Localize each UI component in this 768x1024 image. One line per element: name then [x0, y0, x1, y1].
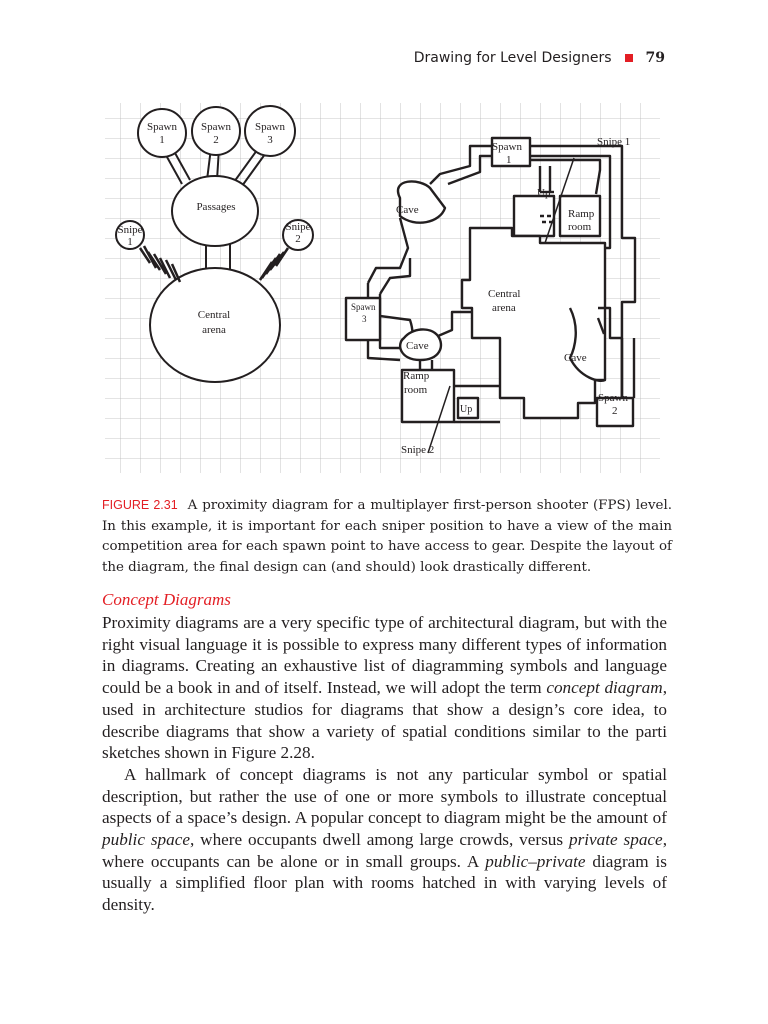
left-spawn1-label: Spawn	[147, 121, 177, 133]
left-snipe2-label: Snipe	[285, 221, 311, 233]
right-up-top-label: Up	[537, 187, 551, 199]
right-spawn3-num: 3	[362, 314, 367, 324]
p2-text-b: , where occupants dwell among large crowds, versus	[189, 830, 569, 850]
right-snipe2-label: Snipe 2	[401, 444, 435, 456]
right-central-label: Central	[488, 288, 521, 300]
left-spawn2-num: 2	[213, 134, 219, 146]
page-number: 79	[645, 50, 665, 66]
left-central-label: Central	[197, 309, 231, 321]
running-title: Drawing for Level Designers	[413, 50, 612, 66]
left-arena-label: arena	[202, 324, 226, 336]
right-arena-label: arena	[492, 302, 516, 314]
p2-emphasis-public: public space	[102, 830, 190, 850]
running-header	[414, 50, 665, 66]
body-text	[102, 612, 667, 916]
right-room-bottom-label: room	[404, 384, 428, 396]
left-spawn1-num: 1	[159, 134, 165, 146]
right-ramp-top-label: Ramp	[568, 208, 595, 220]
header-square-icon	[625, 54, 633, 62]
left-snipe2-num: 2	[295, 233, 301, 245]
left-spawn3-num: 3	[267, 134, 273, 146]
figure-label: FIGURE 2.31	[102, 498, 178, 512]
p2-emphasis-private: private space	[568, 830, 663, 850]
left-passages-label: Passages	[196, 201, 236, 213]
right-spawn1-label: Spawn	[492, 141, 522, 153]
p2-emphasis-public-private: public–private	[485, 851, 586, 871]
right-up-bottom-label: Up	[460, 404, 473, 415]
figure-caption	[102, 495, 672, 578]
p1-text-a: Proximity diagrams are a very specific type of architectural diagram, but with the right visual language it is possible to express many different types of information in diagrams. Creating an exhaustive list of diagramming symbols and language could be a book in and of itself. Instead, we will adopt the term	[102, 613, 667, 698]
figure-drawing	[100, 98, 665, 480]
left-snipe1-label: Snipe	[117, 224, 143, 236]
right-cave-mid-label: Cave	[406, 340, 429, 352]
p2-text-c: , where occupants can be alone or in small groups. A	[102, 830, 667, 871]
proximity-diagram-figure	[100, 98, 665, 480]
right-spawn2-num: 2	[612, 405, 618, 417]
right-cave-top-label: Cave	[396, 204, 419, 216]
left-spawn3-label: Spawn	[255, 121, 285, 133]
right-spawn3-label: Spawn	[351, 302, 376, 312]
p1-emphasis: concept diagram	[546, 678, 663, 698]
paragraph-1	[102, 612, 667, 764]
right-room-top-label: room	[568, 221, 592, 233]
right-cave-right-label: Cave	[564, 352, 587, 364]
section-title: Concept Diagrams	[102, 590, 231, 609]
left-spawn2-label: Spawn	[201, 121, 231, 133]
left-spawn-1-bubble	[138, 109, 186, 157]
right-ramp-bottom-label: Ramp	[403, 370, 430, 382]
caption-text: A proximity diagram for a multiplayer first-person shooter (FPS) level. In this example, it is important for each sniper position to have a view of the main competition area for each spawn point to have access to gear. Despite the layout of the diagram, the final design can (and should) look drastically different.	[102, 498, 672, 575]
p1-text-b: , used in architecture studios for diagrams that show a design’s core idea, to describe diagrams that show a variety of spatial conditions similar to the parti sketches shown in Figure 2.28.	[102, 678, 667, 763]
left-snipe1-num: 1	[127, 236, 133, 248]
p2-text-d: diagram is usually a simplified floor plan with rooms hatched in with varying levels of density.	[102, 851, 668, 915]
right-snipe1-label: Snipe 1	[597, 136, 631, 148]
right-spawn1-num: 1	[506, 154, 512, 166]
p2-text-a: A hallmark of concept diagrams is not any particular symbol or spatial description, but rather the use of one or more symbols to illustrate conceptual aspects of a space’s design. A popular concept to diagram might be the amount of	[102, 764, 667, 828]
right-spawn2-label: Spawn	[598, 392, 628, 404]
paragraph-2	[102, 764, 667, 916]
